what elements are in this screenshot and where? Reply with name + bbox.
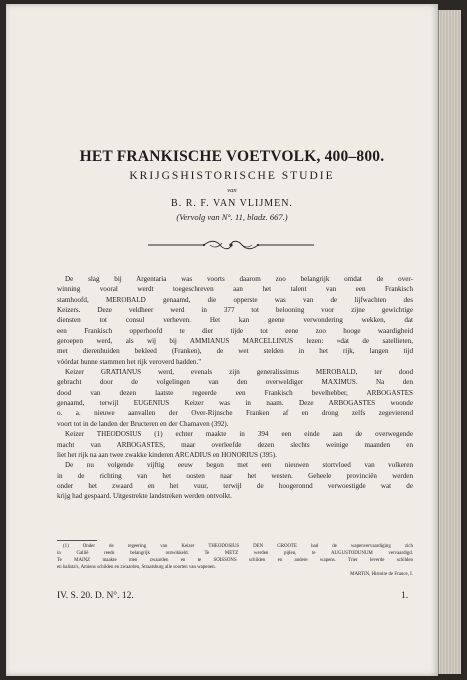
body-line: krijg had gespaard. Uitgestrekte landstreken werden ontvolkt. xyxy=(57,492,232,501)
body-line: diensten tot consul verheven. Het kan geene verwondering wekken, dat xyxy=(57,316,413,325)
body-line: geroepen werd, als wij bij AMMIANUS MARCELLINUS lezen: »dat de satellieten, xyxy=(57,337,413,346)
body-line: met dierenhuiden bekleed (Franken), de wet stelden in het rijk, langen tijd xyxy=(57,347,413,356)
byline-van: van xyxy=(227,187,237,194)
body-line: vóórdat hunne stammen het rijk veroverd hadden." xyxy=(57,357,202,366)
body-line: in de richting van het oosten naar het westen. Geheele provinciën werden xyxy=(57,471,413,480)
footnote-line: en balista's, Amiens schilden en zwaarden, Straatsburg alle soorten van wapenen. xyxy=(57,565,216,570)
body-line: macht van ARBOGASTES, maar overleefde dezen slechts weinige maanden en xyxy=(57,440,413,449)
page-edges xyxy=(438,10,461,674)
body-line: gebracht door de volgelingen van den overweldiger MAXIMUS. Na den xyxy=(57,378,413,387)
article-author: B. R. F. VAN VLIJMEN. xyxy=(171,198,293,209)
body-line: een Frankisch opperhoofd te dier tijde tot eene zoo hooge waardigheid xyxy=(57,326,413,335)
body-line: liet het rijk na aan twee zwakke kinderen ARCADIUS en HONORIUS (395). xyxy=(57,450,277,459)
body-line: Keizers. Deze veldheer werd in 377 tot belooning voor zijne gewichtige xyxy=(57,306,413,315)
body-line: De slag bij Argentaria was voorts daarom zoo belangrijk omdat de over- xyxy=(65,275,413,283)
body-line: voort tot in de landen der Bructeren en der Chamaven (392). xyxy=(57,419,229,428)
body-line: dood van dezen laatste regeerde een Frankisch bevelhebber, ARBOGASTES xyxy=(57,388,413,397)
footnote-line: in Gallië reeds belangrijk ontwikkeld. Te METZ werden pijlen, te AUGUSTODUNUM vervaardigd. xyxy=(57,551,413,556)
body-line: o. a. nieuwe aanvallen der Over-Rijnsche Franken af en drong zelfs zegevierend xyxy=(57,409,413,418)
body-line: winning vooral werdt toegeschreven aan het talent van een Frankisch xyxy=(57,285,413,294)
ornament-divider-icon xyxy=(146,240,316,250)
footnote xyxy=(57,543,413,578)
body-line: onder het zwaard en het vuur, terwijl de hoogeronnd verwoestigde wat de xyxy=(57,481,413,490)
article-subtitle: KRIJGSHISTORISCHE STUDIE xyxy=(129,170,335,182)
body-line: genaamd, terwijl EUGENIUS Keizer was in naam. Deze ARBOGASTES woonde xyxy=(57,399,413,408)
body-text xyxy=(57,274,413,502)
footnote-rule xyxy=(57,540,97,541)
signature-mark: IV. S. 20. D. N°. 12. xyxy=(57,591,134,601)
footnote-line: Te MAINZ maakte men zwaarden en te SOISSONS schilden en andere wapens. Trier leverde schilden xyxy=(57,558,413,563)
body-line: stamhoofd, MEROBALD genaamd, die opperste was van de lijfwachten des xyxy=(57,295,413,304)
footnote-line: (1) Onder de regeering van Keizer THEODOSIUS DEN GROOTE had de wapenvervaardiging zich xyxy=(63,544,413,549)
signature-number: 1. xyxy=(401,591,409,601)
body-line: De nu volgende vijftig eeuw begon met een nieuwen stortvloed van volkeren xyxy=(65,461,413,470)
continuation-reference: (Vervolg van N°. 11, bladz. 667.) xyxy=(176,212,288,222)
body-line: Keizer THEODOSIUS (1) echter maakte in 394 een einde aan de overwegende xyxy=(65,430,413,439)
body-line: Keizer GRATIANUS werd, evenals zijn generalissimus MEROBALD, ter dood xyxy=(65,368,413,377)
article-title: HET FRANKISCHE VOETVOLK, 400–800. xyxy=(79,148,385,165)
footnote-source: MARTIN, Histoire de France, I. xyxy=(350,572,413,577)
